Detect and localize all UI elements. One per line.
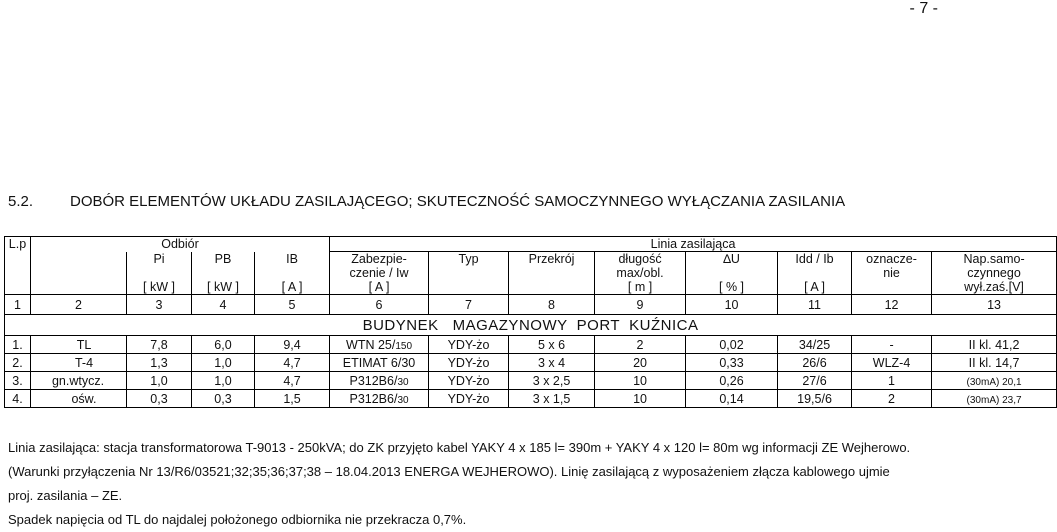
cell-idd: 27/6 [778, 372, 852, 390]
cell-dl: 10 [595, 372, 686, 390]
page-number: - 7 - [909, 0, 938, 17]
cell-name: ośw. [31, 390, 127, 408]
header-pb: PB [192, 252, 255, 267]
cell-dl: 10 [595, 390, 686, 408]
header-nap-2: czynnego [932, 266, 1057, 280]
cell-idd: 19,5/6 [778, 390, 852, 408]
cell-typ: YDY-żo [429, 372, 509, 390]
cell-lp: 1. [5, 336, 31, 354]
colnum-10: 10 [686, 295, 778, 315]
table-row [5, 354, 1057, 372]
colnum-1: 1 [5, 295, 31, 315]
cell-ozn: 1 [852, 372, 932, 390]
section-heading [8, 193, 845, 210]
cell-pb: 6,0 [192, 336, 255, 354]
cell-du: 0,33 [686, 354, 778, 372]
cell-dl: 20 [595, 354, 686, 372]
header-du: ∆U [686, 252, 778, 267]
cell-ib: 4,7 [255, 372, 330, 390]
cell-nap: (30mA) 23,7 [932, 390, 1057, 408]
colnum-3: 3 [127, 295, 192, 315]
header-row-units [5, 280, 1057, 295]
unit-pi: [ kW ] [127, 280, 192, 295]
cell-nap: (30mA) 20,1 [932, 372, 1057, 390]
table-row [5, 390, 1057, 408]
header-idd: Idd / Ib [778, 252, 852, 267]
header-nap-1: Nap.samo- [932, 252, 1057, 267]
header-ozn-1: oznacze- [852, 252, 932, 267]
note-paragraph: (Warunki przyłączenia Nr 13/R6/03521;32;35;36;37;38 – 18.04.2013 ENERGA WEJHEROWO). Linię zasilającą z wyposażeniem złącza kablowego ujmie [8, 464, 890, 479]
colnum-9: 9 [595, 295, 686, 315]
cell-nap: II kl. 14,7 [932, 354, 1057, 372]
cell-typ: YDY-żo [429, 390, 509, 408]
unit-zab: [ A ] [330, 280, 429, 295]
selection-table [4, 236, 1057, 408]
cell-ozn: - [852, 336, 932, 354]
cell-ib: 4,7 [255, 354, 330, 372]
cell-name: gn.wtycz. [31, 372, 127, 390]
colnum-8: 8 [509, 295, 595, 315]
unit-idd: [ A ] [778, 280, 852, 295]
cell-pi: 1,3 [127, 354, 192, 372]
notes [8, 436, 956, 532]
column-number-row [5, 295, 1057, 315]
cell-idd: 26/6 [778, 354, 852, 372]
colnum-4: 4 [192, 295, 255, 315]
header-ib: IB [255, 252, 330, 267]
note-paragraph: proj. zasilania – ZE. [8, 488, 123, 503]
colnum-2: 2 [31, 295, 127, 315]
cell-dl: 2 [595, 336, 686, 354]
header-linia: Linia zasilająca [330, 237, 1057, 252]
cell-typ: YDY-żo [429, 336, 509, 354]
cell-du: 0,14 [686, 390, 778, 408]
cell-pi: 7,8 [127, 336, 192, 354]
unit-nap: wył.zaś.[V] [932, 280, 1057, 295]
cell-zab: P312B6/30 [330, 390, 429, 408]
cell-ozn: 2 [852, 390, 932, 408]
header-zab-2: czenie / Iw [330, 266, 429, 280]
header-row-2 [5, 266, 1057, 280]
colnum-13: 13 [932, 295, 1057, 315]
table-row [5, 372, 1057, 390]
unit-pb: [ kW ] [192, 280, 255, 295]
cell-zab: ETIMAT 6/30 [330, 354, 429, 372]
cell-lp: 2. [5, 354, 31, 372]
cell-nap: II kl. 41,2 [932, 336, 1057, 354]
section-number: 5.2. [8, 193, 34, 210]
header-pi: Pi [127, 252, 192, 267]
colnum-12: 12 [852, 295, 932, 315]
header-typ: Typ [429, 252, 509, 267]
header-odbior: Odbiór [31, 237, 330, 252]
cell-name: TL [31, 336, 127, 354]
cell-ozn: WLZ-4 [852, 354, 932, 372]
note-paragraph: Spadek napięcia od TL do najdalej położonego odbiornika nie przekracza 0,7%. [8, 512, 467, 527]
header-row-groups [5, 237, 1057, 252]
unit-dl: [ m ] [595, 280, 686, 295]
cell-pi: 1,0 [127, 372, 192, 390]
building-row [5, 315, 1057, 336]
cell-name: T-4 [31, 354, 127, 372]
note-paragraph: Linia zasilająca: stacja transformatorowa T-9013 - 250kVA; do ZK przyjęto kabel YAKY 4 x 185 l= 390m + YAKY 4 x 120 l= 80m wg informacji ZE Wejherowo. [8, 440, 911, 455]
header-zab-1: Zabezpie- [330, 252, 429, 267]
building-title: BUDYNEK MAGAZYNOWY PORT KUŹNICA [5, 315, 1057, 336]
unit-du: [ % ] [686, 280, 778, 295]
cell-pb: 1,0 [192, 372, 255, 390]
header-dl-2: max/obl. [595, 266, 686, 280]
header-row-1 [5, 252, 1057, 267]
cell-pb: 0,3 [192, 390, 255, 408]
cell-pb: 1,0 [192, 354, 255, 372]
cell-lp: 3. [5, 372, 31, 390]
colnum-11: 11 [778, 295, 852, 315]
cell-ib: 9,4 [255, 336, 330, 354]
cell-typ: YDY-żo [429, 354, 509, 372]
section-title: DOBÓR ELEMENTÓW UKŁADU ZASILAJĄCEGO; SKUTECZNOŚĆ SAMOCZYNNEGO WYŁĄCZANIA ZASILANIA [70, 193, 846, 210]
table-row [5, 336, 1057, 354]
header-ozn-2: nie [852, 266, 932, 280]
unit-ib: [ A ] [255, 280, 330, 295]
header-przekroj: Przekrój [509, 252, 595, 267]
colnum-7: 7 [429, 295, 509, 315]
header-dl-1: długość [595, 252, 686, 267]
cell-pi: 0,3 [127, 390, 192, 408]
cell-przekroj: 5 x 6 [509, 336, 595, 354]
cell-du: 0,26 [686, 372, 778, 390]
cell-przekroj: 3 x 2,5 [509, 372, 595, 390]
cell-du: 0,02 [686, 336, 778, 354]
header-lp: L.p [5, 237, 31, 252]
cell-idd: 34/25 [778, 336, 852, 354]
cell-zab: P312B6/30 [330, 372, 429, 390]
cell-zab: WTN 25/150 [330, 336, 429, 354]
cell-przekroj: 3 x 1,5 [509, 390, 595, 408]
colnum-5: 5 [255, 295, 330, 315]
colnum-6: 6 [330, 295, 429, 315]
cell-ib: 1,5 [255, 390, 330, 408]
cell-przekroj: 3 x 4 [509, 354, 595, 372]
cell-lp: 4. [5, 390, 31, 408]
